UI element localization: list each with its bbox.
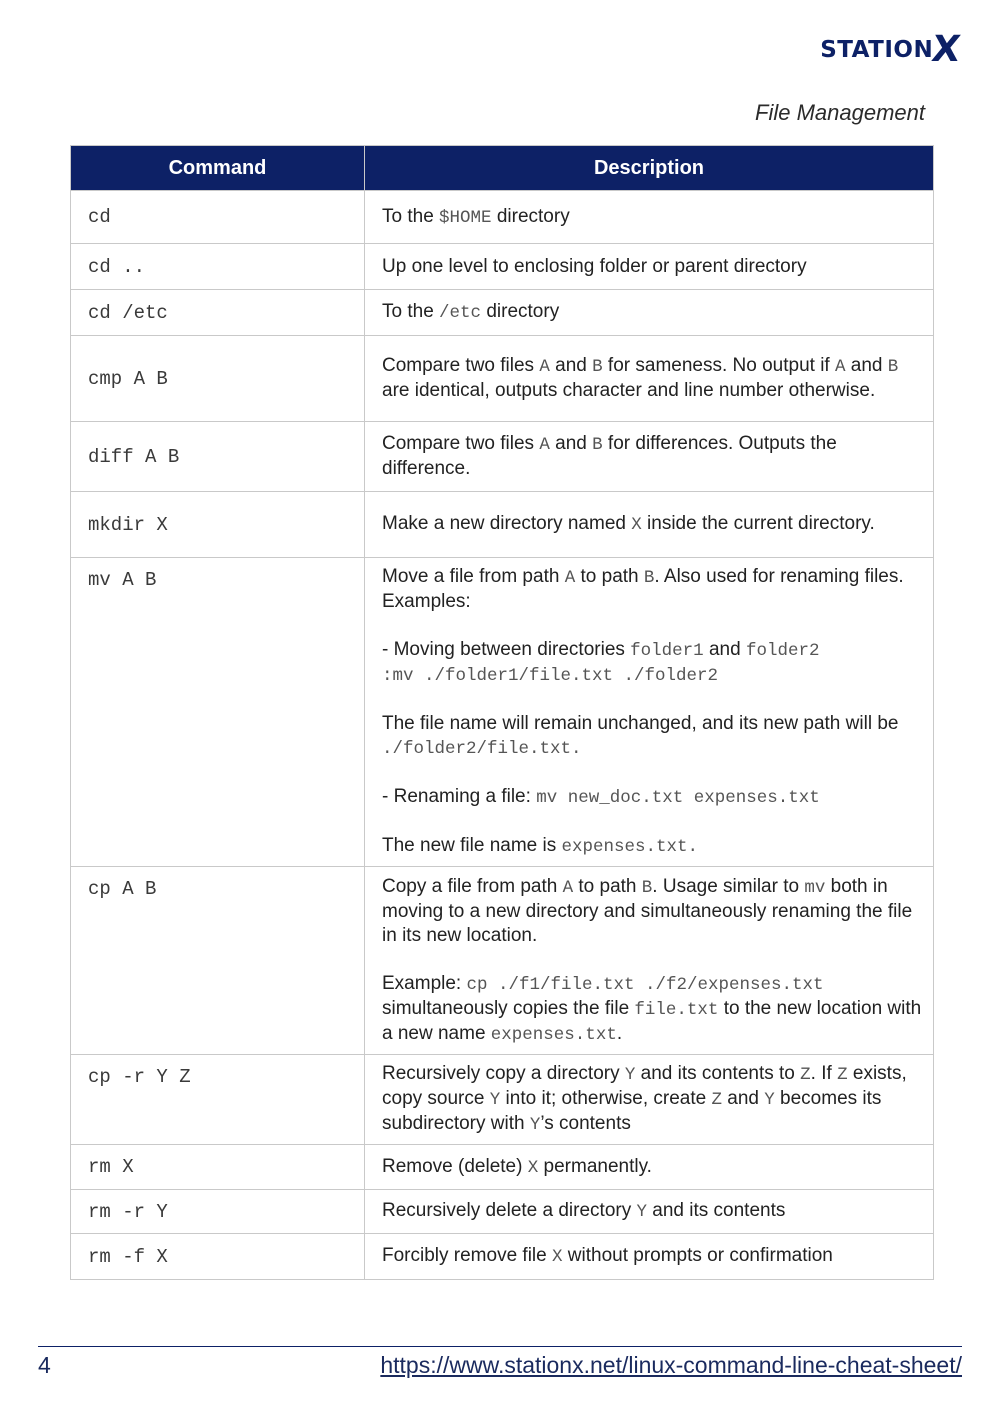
description-paragraph: The new file name is expenses.txt.: [382, 835, 699, 857]
table-row: [71, 191, 934, 244]
description-cell: Forcibly remove file X without prompts or confirmation: [365, 1234, 934, 1280]
description-cell: Compare two files A and B for sameness. No output if A and B are identical, outputs character and line number otherwise.: [365, 336, 934, 422]
description-paragraph: - Moving between directories folder1 and folder2 :mv ./folder1/file.txt ./folder2: [382, 639, 820, 686]
table-header-row: [71, 146, 934, 191]
description-cell: Recursively delete a directory Y and its contents: [365, 1190, 934, 1234]
description-cell: To the /etc directory: [365, 290, 934, 336]
table-row: [71, 1190, 934, 1234]
description-paragraph: Copy a file from path A to path B. Usage similar to mv both in moving to a new directory and simultaneously renaming the file in its new location.: [382, 875, 913, 946]
command-cell: cmp A B: [71, 336, 365, 422]
table-row: [71, 867, 934, 1055]
description-cell: Recursively copy a directory Y and its contents to Z. If Z exists, copy source Y into it; otherwise, create Z and Y becomes its subdirectory with Y’s contents: [365, 1055, 934, 1145]
command-cell: mkdir X: [71, 492, 365, 558]
description-cell: [365, 867, 934, 1055]
command-cell: rm X: [71, 1145, 365, 1190]
header-description: Description: [365, 146, 934, 191]
footer-divider: [38, 1346, 962, 1347]
command-cell: rm -r Y: [71, 1190, 365, 1234]
command-table: [70, 145, 934, 1280]
description-cell: Remove (delete) X permanently.: [365, 1145, 934, 1190]
table-row: [71, 290, 934, 336]
table-row: [71, 1234, 934, 1280]
description-cell: [365, 558, 934, 867]
page-number: 4: [38, 1352, 51, 1378]
section-title: File Management: [755, 100, 925, 125]
table-row: [71, 1055, 934, 1145]
footer-url-link[interactable]: https://www.stationx.net/linux-command-line-cheat-sheet/: [380, 1352, 962, 1378]
description-paragraph: Move a file from path A to path B. Also used for renaming files. Examples:: [382, 566, 904, 612]
table-row: [71, 244, 934, 290]
table-row: [71, 558, 934, 867]
logo-x-mark: X: [929, 29, 963, 70]
command-cell: cd ..: [71, 244, 365, 290]
description-paragraph: Example: cp ./f1/file.txt ./f2/expenses.txt simultaneously copies the file file.txt to the new location with a new name expenses.txt.: [382, 972, 922, 1045]
table-row: [71, 492, 934, 558]
command-cell: diff A B: [71, 422, 365, 492]
command-cell: mv A B: [71, 558, 365, 867]
table-row: [71, 422, 934, 492]
description-cell: Make a new directory named X inside the current directory.: [365, 492, 934, 558]
command-cell: cd /etc: [71, 290, 365, 336]
description-paragraph: - Renaming a file: mv new_doc.txt expenses.txt: [382, 786, 820, 808]
description-cell: Up one level to enclosing folder or parent directory: [365, 244, 934, 290]
logo-wordmark: STATION: [820, 36, 934, 63]
table-row: [71, 336, 934, 422]
description-cell: To the $HOME directory: [365, 191, 934, 244]
description-cell: Compare two files A and B for differences. Outputs the difference.: [365, 422, 934, 492]
description-paragraph: The file name will remain unchanged, and its new path will be ./folder2/file.txt.: [382, 713, 899, 759]
header-command: Command: [71, 146, 365, 191]
stationx-logo: [820, 29, 963, 70]
command-cell: cp -r Y Z: [71, 1055, 365, 1145]
command-cell: cd: [71, 191, 365, 244]
command-cell: cp A B: [71, 867, 365, 1055]
table-row: [71, 1145, 934, 1190]
command-cell: rm -f X: [71, 1234, 365, 1280]
